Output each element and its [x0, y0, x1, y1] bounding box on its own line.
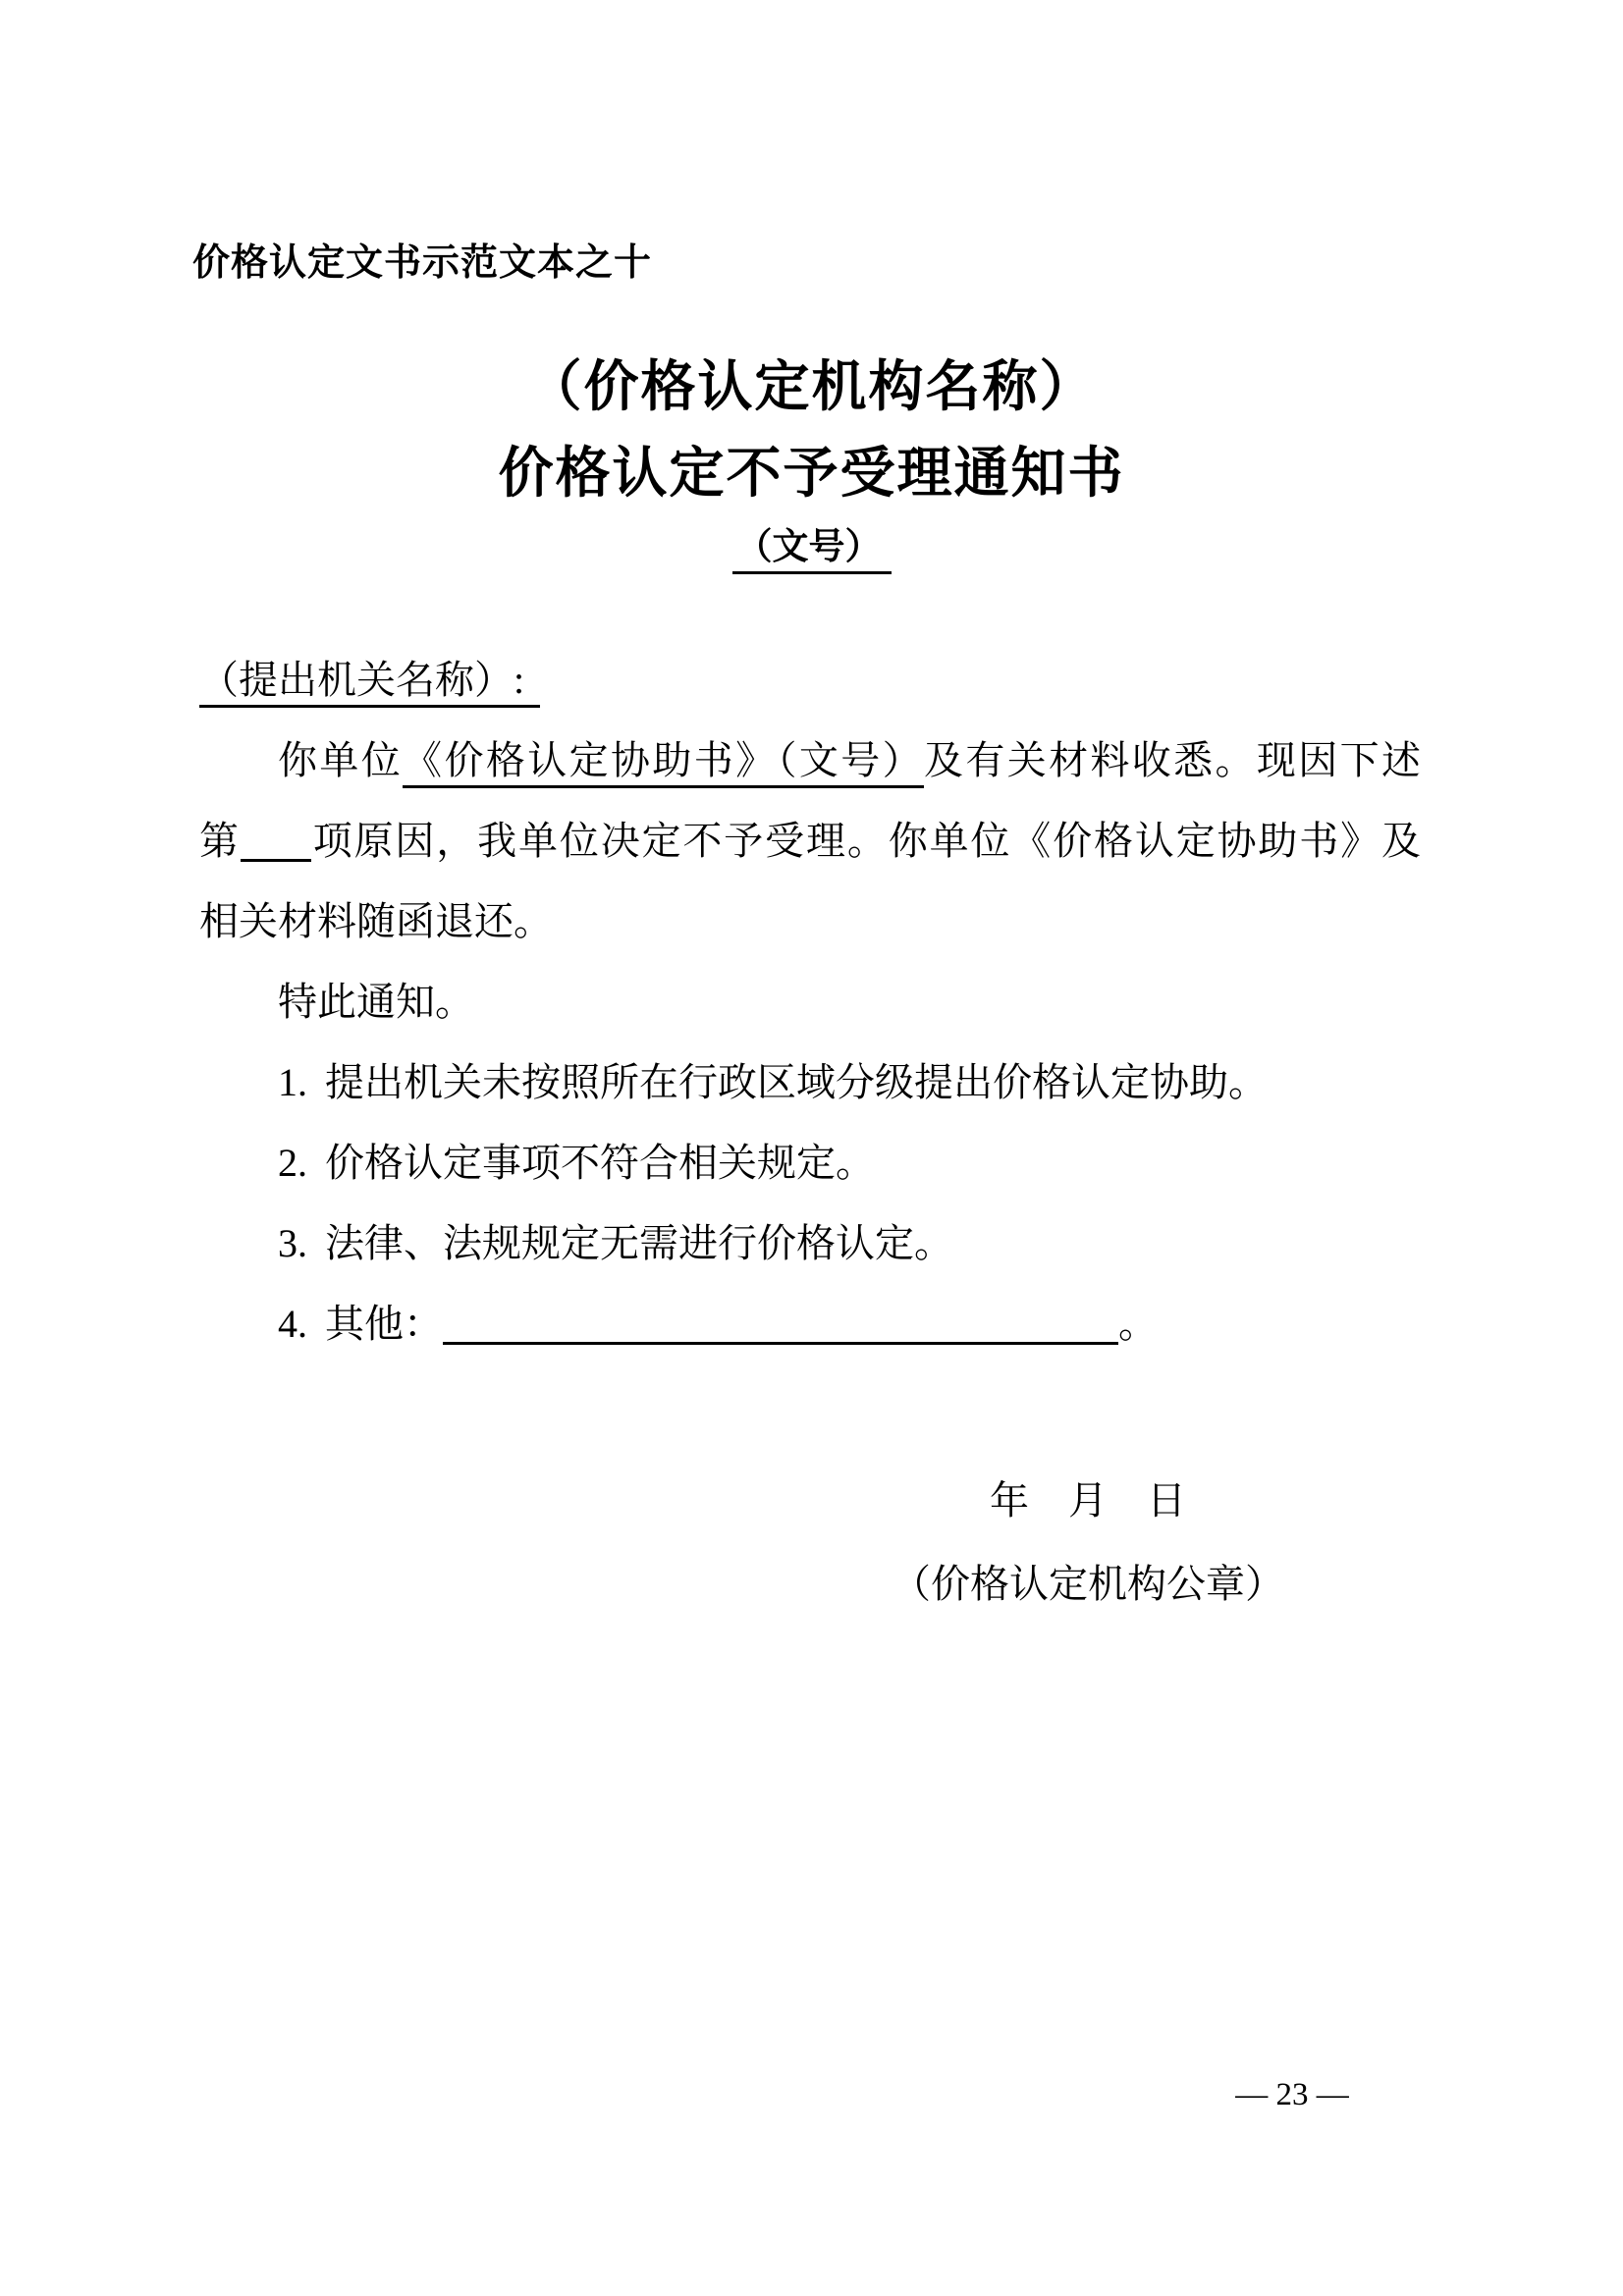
assistance-doc-ref-underlined: 《价格认定协助书》（文号） [403, 738, 924, 788]
item-number: 2. [278, 1141, 307, 1185]
reason-item-2 [199, 1123, 1421, 1203]
document-body [199, 640, 1421, 1364]
item-number: 1. [278, 1060, 307, 1104]
item-text: 提出机关未按照所在行政区域分级提出价格认定协助。 [325, 1060, 1268, 1104]
item-number: 3. [278, 1221, 307, 1265]
reason-number-blank [241, 823, 311, 862]
item-text: 其他： [325, 1302, 443, 1346]
item-text: 。 [1118, 1302, 1158, 1346]
paragraph-line-1 [199, 721, 1421, 801]
salutation-line [199, 640, 1421, 721]
seal-line: （价格认定机构公章） [892, 1562, 1284, 1606]
signature-block [892, 1459, 1284, 1626]
para-text: 你单位 [278, 738, 404, 782]
paragraph-line-3 [199, 881, 1421, 962]
reason-item-1 [199, 1042, 1421, 1123]
notice-line [199, 962, 1421, 1042]
recipient-name-blank: （提出机关名称）: [199, 658, 540, 708]
doc-series-label: 价格认定文书示范文本之十 [192, 242, 653, 284]
reason-item-4 [199, 1284, 1421, 1364]
paragraph-line-2 [199, 801, 1421, 881]
date-line: 年 月 日 [990, 1478, 1186, 1522]
para-text: 第 [199, 819, 241, 863]
para-text: 相关材料随函退还。 [199, 899, 553, 943]
doc-number-blank: （文号） [732, 527, 892, 574]
page-number: — 23 — [1235, 2077, 1349, 2112]
reason-item-3 [199, 1203, 1421, 1284]
title-doc-name: 价格认定不予受理通知书 [498, 444, 1125, 505]
item-number: 4. [278, 1302, 307, 1346]
title-org-name: （价格认定机构名称） [526, 357, 1097, 418]
para-text: 特此通知。 [278, 980, 474, 1024]
para-text: 项原因，我单位决定不予受理。你单位《价格认定协助书》及 [310, 819, 1422, 863]
item-text: 法律、法规规定无需进行价格认定。 [325, 1221, 953, 1265]
item-text: 价格认定事项不符合相关规定。 [325, 1141, 875, 1185]
doc-number-line [0, 516, 1623, 569]
other-reason-blank [443, 1306, 1118, 1345]
para-text: 及有关材料收悉。现因下述 [923, 738, 1422, 782]
